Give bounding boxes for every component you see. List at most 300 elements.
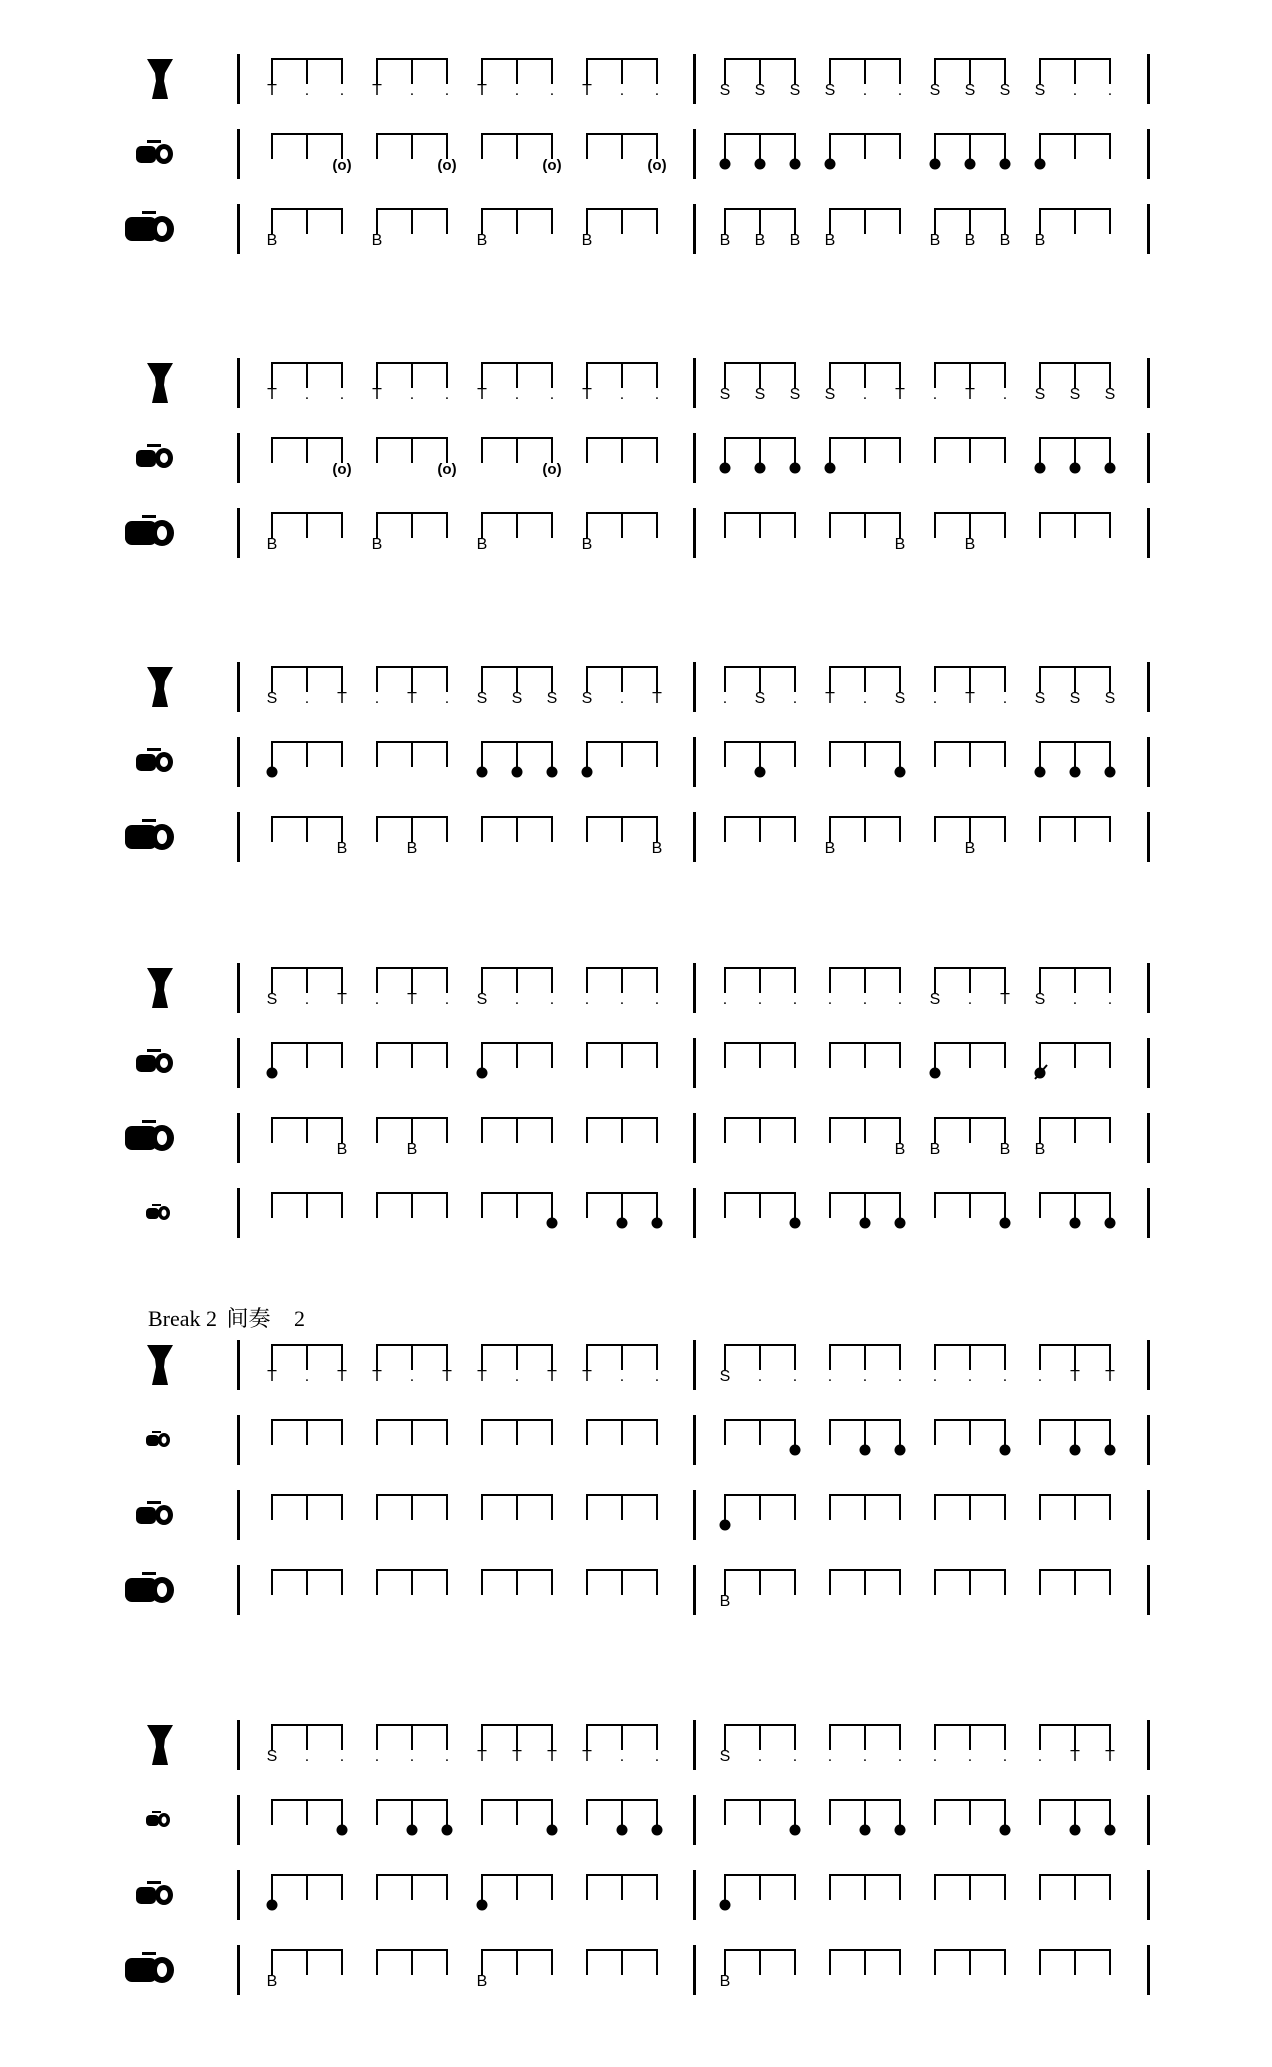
bar-line: [693, 129, 696, 179]
beat-group-bracket: [587, 209, 657, 234]
stroke-dot: [267, 1900, 278, 1911]
stroke-dot: [790, 159, 801, 170]
kenkeni-row: [146, 1415, 1150, 1465]
stroke-letter: T: [547, 1748, 557, 1765]
beat-group-bracket: [830, 968, 900, 993]
stroke-letter: .: [757, 1748, 763, 1765]
stroke-letter: B: [476, 232, 488, 249]
beat-group-bracket: [482, 59, 552, 84]
stroke-letter: S: [266, 991, 278, 1008]
stroke-dot: [720, 159, 731, 170]
stroke-letter: S: [266, 1748, 278, 1765]
stroke-dot: [895, 1218, 906, 1229]
stroke-dot: [860, 1218, 871, 1229]
beat-group-bracket: [725, 513, 795, 538]
stroke-letter: .: [619, 82, 625, 99]
stroke-letter: .: [827, 1368, 833, 1385]
dundunba-icon: [125, 1120, 174, 1151]
stroke-letter: T: [825, 690, 835, 707]
beat-group-bracket: [482, 1570, 552, 1595]
stroke-dot: [1000, 1445, 1011, 1456]
sangban-icon: [136, 748, 173, 772]
stroke-letter: T: [582, 1368, 592, 1385]
beat-group-bracket: [482, 742, 552, 767]
stroke-letter: .: [792, 690, 798, 707]
stroke-letter: S: [754, 386, 766, 403]
stroke-letter: B: [371, 232, 383, 249]
stroke-letter: S: [511, 690, 523, 707]
stroke-letter: .: [339, 1748, 345, 1765]
stroke-letter: .: [1037, 1368, 1043, 1385]
beat-group-bracket: [272, 1800, 342, 1825]
stroke-dot: [755, 767, 766, 778]
stroke-letter: B: [266, 1973, 278, 1990]
stroke-letter: B: [371, 536, 383, 553]
beat-group-bracket: [1040, 1118, 1110, 1143]
beat-group-bracket: [830, 1420, 900, 1445]
beat-group-bracket: [725, 1950, 795, 1975]
stroke-letter: T: [582, 82, 592, 99]
stroke-letter: S: [1034, 82, 1046, 99]
sangban-icon: [136, 1049, 173, 1073]
dundunba-icon: [125, 515, 174, 546]
beat-group-bracket: [830, 1193, 900, 1218]
stroke-letter: B: [929, 232, 941, 249]
stroke-letter: .: [409, 82, 415, 99]
beat-group-bracket: [272, 667, 342, 692]
beat-group-bracket: [725, 59, 795, 84]
bar-line: [693, 1038, 696, 1088]
stroke-dot: [1070, 1218, 1081, 1229]
beat-group-bracket: [587, 59, 657, 84]
stroke-letter: .: [1107, 82, 1113, 99]
bar-line: [237, 508, 240, 558]
stroke-letter: .: [862, 690, 868, 707]
stroke-letter: T: [337, 1368, 347, 1385]
bar-line: [1147, 1795, 1150, 1845]
stroke-dot: [860, 1825, 871, 1836]
stroke-letter: B: [894, 536, 906, 553]
stroke-dot: [267, 767, 278, 778]
beat-group-bracket: [830, 1725, 900, 1750]
stroke-letter: .: [619, 386, 625, 403]
ghost-stroke: (o): [332, 461, 352, 478]
stroke-letter: T: [477, 1748, 487, 1765]
stroke-letter: S: [789, 386, 801, 403]
dundunba-icon: [125, 819, 174, 850]
stroke-letter: .: [374, 1748, 380, 1765]
beat-group-bracket: [482, 1875, 552, 1900]
stroke-letter: T: [372, 386, 382, 403]
stroke-letter: S: [754, 82, 766, 99]
stroke-letter: .: [654, 1748, 660, 1765]
stroke-dot: [790, 1218, 801, 1229]
kenkeni-icon: [146, 1811, 170, 1827]
beat-group-bracket: [1040, 1800, 1110, 1825]
stroke-dot: [790, 1825, 801, 1836]
kenkeni-row: [146, 1188, 1150, 1238]
stroke-letter: S: [824, 82, 836, 99]
beat-group-bracket: [935, 817, 1005, 842]
beat-group-bracket: [1040, 1345, 1110, 1370]
beat-group-bracket: [935, 667, 1005, 692]
stroke-letter: B: [754, 232, 766, 249]
bar-line: [693, 1720, 696, 1770]
stroke-letter: .: [409, 1368, 415, 1385]
beat-group-bracket: [482, 513, 552, 538]
beat-group-bracket: [935, 209, 1005, 234]
stroke-letter: .: [1002, 1748, 1008, 1765]
stroke-letter: .: [409, 1748, 415, 1765]
beat-group-bracket: [935, 363, 1005, 388]
bar-line: [237, 1870, 240, 1920]
beat-group-bracket: [935, 438, 1005, 463]
stroke-dot: [512, 767, 523, 778]
beat-group-bracket: [725, 1570, 795, 1595]
rhythm-system-2: [125, 358, 1150, 558]
stroke-letter: B: [266, 232, 278, 249]
kenkeni-icon: [146, 1204, 170, 1220]
stroke-letter: .: [304, 1368, 310, 1385]
beat-group-bracket: [482, 1725, 552, 1750]
djembe-icon: [147, 59, 173, 99]
beat-group-bracket: [935, 1345, 1005, 1370]
stroke-letter: .: [549, 991, 555, 1008]
beat-group-bracket: [1040, 59, 1110, 84]
bar-line: [237, 737, 240, 787]
stroke-letter: .: [654, 991, 660, 1008]
ghost-stroke: (o): [542, 461, 562, 478]
beat-group-bracket: [377, 968, 447, 993]
bar-line: [693, 1415, 696, 1465]
stroke-letter: .: [654, 1368, 660, 1385]
beat-group-bracket: [587, 1118, 657, 1143]
stroke-letter: .: [862, 991, 868, 1008]
djembe-row: [147, 963, 1150, 1013]
beat-group-bracket: [377, 742, 447, 767]
bar-line: [237, 129, 240, 179]
stroke-letter: .: [304, 991, 310, 1008]
stroke-letter: B: [999, 232, 1011, 249]
beat-group-bracket: [377, 1570, 447, 1595]
beat-group-bracket: [935, 1420, 1005, 1445]
stroke-dot: [1035, 463, 1046, 474]
stroke-dot: [1070, 1445, 1081, 1456]
beat-group-bracket: [1040, 1875, 1110, 1900]
beat-group-bracket: [587, 1420, 657, 1445]
bar-line: [1147, 1565, 1150, 1615]
stroke-letter: B: [476, 1973, 488, 1990]
beat-group-bracket: [587, 513, 657, 538]
stroke-letter: T: [337, 690, 347, 707]
stroke-dot: [895, 767, 906, 778]
stroke-letter: .: [932, 690, 938, 707]
stroke-letter: .: [827, 1748, 833, 1765]
bar-line: [693, 1188, 696, 1238]
beat-group-bracket: [272, 817, 342, 842]
stroke-letter: T: [407, 690, 417, 707]
beat-group-bracket: [482, 134, 552, 159]
beat-group-bracket: [935, 1043, 1005, 1068]
stroke-dot: [1070, 1825, 1081, 1836]
beat-group-bracket: [725, 817, 795, 842]
beat-group-bracket: [830, 363, 900, 388]
ghost-stroke: (o): [332, 157, 352, 174]
bar-line: [237, 963, 240, 1013]
stroke-letter: .: [1002, 1368, 1008, 1385]
stroke-dot: [337, 1825, 348, 1836]
beat-group-bracket: [725, 1875, 795, 1900]
bar-line: [237, 1038, 240, 1088]
rhythm-system-4: [125, 963, 1150, 1238]
beat-group-bracket: [1040, 1193, 1110, 1218]
beat-group-bracket: [272, 1193, 342, 1218]
stroke-letter: .: [304, 1748, 310, 1765]
beat-group-bracket: [935, 1570, 1005, 1595]
stroke-dot: [930, 159, 941, 170]
stroke-dot: [547, 1825, 558, 1836]
beat-group-bracket: [587, 1725, 657, 1750]
stroke-dot: [755, 463, 766, 474]
bar-line: [693, 1565, 696, 1615]
stroke-dot: [547, 1218, 558, 1229]
beat-group-bracket: [377, 513, 447, 538]
sangban-row: [136, 1490, 1150, 1540]
beat-group-bracket: [377, 1950, 447, 1975]
dundunba-icon: [125, 211, 174, 242]
beat-group-bracket: [725, 1043, 795, 1068]
beat-group-bracket: [935, 742, 1005, 767]
beat-group-bracket: [482, 1043, 552, 1068]
stroke-letter: .: [304, 82, 310, 99]
bar-line: [693, 737, 696, 787]
bar-line: [1147, 54, 1150, 104]
beat-group-bracket: [935, 968, 1005, 993]
stroke-letter: B: [266, 536, 278, 553]
stroke-letter: .: [339, 82, 345, 99]
stroke-letter: .: [619, 1368, 625, 1385]
beat-group-bracket: [1040, 1570, 1110, 1595]
stroke-letter: T: [477, 82, 487, 99]
rhythm-system-5: [125, 1340, 1150, 1615]
stroke-letter: S: [581, 690, 593, 707]
stroke-dot: [1070, 767, 1081, 778]
bar-line: [1147, 1340, 1150, 1390]
beat-group-bracket: [272, 1950, 342, 1975]
stroke-letter: T: [965, 690, 975, 707]
beat-group-bracket: [482, 1118, 552, 1143]
stroke-dot: [895, 1825, 906, 1836]
beat-group-bracket: [830, 817, 900, 842]
stroke-dot: [720, 1900, 731, 1911]
stroke-letter: .: [444, 690, 450, 707]
bar-line: [693, 1113, 696, 1163]
stroke-dot: [477, 1900, 488, 1911]
beat-group-bracket: [830, 59, 900, 84]
stroke-letter: B: [651, 840, 663, 857]
beat-group-bracket: [377, 1118, 447, 1143]
stroke-letter: S: [1069, 690, 1081, 707]
stroke-dot: [617, 1825, 628, 1836]
beat-group-bracket: [587, 968, 657, 993]
beat-group-bracket: [587, 438, 657, 463]
section-title: Break 2: [148, 1306, 218, 1331]
stroke-letter: .: [339, 386, 345, 403]
stroke-dot: [1035, 159, 1046, 170]
stroke-letter: B: [406, 1141, 418, 1158]
stroke-letter: B: [824, 840, 836, 857]
stroke-letter: T: [1000, 991, 1010, 1008]
beat-group-bracket: [830, 1800, 900, 1825]
beat-group-bracket: [935, 59, 1005, 84]
stroke-letter: S: [719, 1368, 731, 1385]
stroke-letter: .: [1037, 1748, 1043, 1765]
stroke-dot: [477, 767, 488, 778]
stroke-letter: S: [999, 82, 1011, 99]
bar-line: [693, 1870, 696, 1920]
beat-group-bracket: [935, 1725, 1005, 1750]
stroke-letter: .: [374, 991, 380, 1008]
beat-group-bracket: [587, 1950, 657, 1975]
bar-line: [1147, 662, 1150, 712]
rhythm-system-3: [125, 662, 1150, 862]
stroke-letter: B: [719, 1973, 731, 1990]
stroke-letter: T: [267, 1368, 277, 1385]
beat-group-bracket: [1040, 438, 1110, 463]
beat-group-bracket: [725, 363, 795, 388]
stroke-letter: B: [406, 840, 418, 857]
rhythm-system-6: [125, 1720, 1150, 1995]
stroke-letter: S: [546, 690, 558, 707]
stroke-letter: T: [1070, 1368, 1080, 1385]
beat-group-bracket: [587, 1495, 657, 1520]
dundunba-row: [125, 204, 1150, 254]
beat-group-bracket: [935, 1495, 1005, 1520]
break-section-label: [148, 1302, 305, 1333]
bar-line: [1147, 433, 1150, 483]
stroke-letter: T: [1070, 1748, 1080, 1765]
dundunba-row: [125, 1945, 1150, 1995]
beat-group-bracket: [935, 1118, 1005, 1143]
beat-group-bracket: [482, 438, 552, 463]
dundunba-icon: [125, 1952, 174, 1983]
bar-line: [1147, 963, 1150, 1013]
beat-group-bracket: [272, 1118, 342, 1143]
bar-line: [693, 1490, 696, 1540]
beat-group-bracket: [725, 1725, 795, 1750]
stroke-letter: .: [792, 1368, 798, 1385]
bar-line: [1147, 1490, 1150, 1540]
beat-group-bracket: [377, 1875, 447, 1900]
beat-group-bracket: [1040, 667, 1110, 692]
beat-group-bracket: [377, 667, 447, 692]
stroke-letter: T: [407, 991, 417, 1008]
bar-line: [1147, 1870, 1150, 1920]
beat-group-bracket: [830, 1950, 900, 1975]
bar-line: [1147, 1188, 1150, 1238]
stroke-letter: B: [476, 536, 488, 553]
stroke-letter: S: [964, 82, 976, 99]
beat-group-bracket: [587, 1193, 657, 1218]
stroke-letter: S: [719, 1748, 731, 1765]
bar-line: [1147, 1945, 1150, 1995]
stroke-letter: .: [932, 386, 938, 403]
stroke-letter: S: [476, 690, 488, 707]
beat-group-bracket: [272, 1043, 342, 1068]
bar-line: [1147, 1038, 1150, 1088]
beat-group-bracket: [830, 1495, 900, 1520]
beat-group-bracket: [377, 1725, 447, 1750]
sangban-icon: [136, 444, 173, 468]
stroke-letter: T: [337, 991, 347, 1008]
beat-group-bracket: [587, 363, 657, 388]
stroke-letter: B: [719, 1593, 731, 1610]
stroke-dot: [825, 159, 836, 170]
beat-group-bracket: [377, 1193, 447, 1218]
bar-line: [693, 433, 696, 483]
stroke-letter: S: [1104, 386, 1116, 403]
beat-group-bracket: [587, 742, 657, 767]
stroke-letter: T: [477, 1368, 487, 1385]
beat-group-bracket: [272, 438, 342, 463]
stroke-dot: [720, 1520, 731, 1531]
stroke-letter: .: [862, 386, 868, 403]
stroke-letter: .: [827, 991, 833, 1008]
beat-group-bracket: [482, 667, 552, 692]
stroke-dot: [1105, 1825, 1116, 1836]
stroke-dot: [1105, 767, 1116, 778]
stroke-letter: .: [1107, 991, 1113, 1008]
bar-line: [1147, 129, 1150, 179]
stroke-letter: T: [1105, 1748, 1115, 1765]
beat-group-bracket: [377, 1420, 447, 1445]
bar-line: [693, 963, 696, 1013]
stroke-letter: .: [584, 991, 590, 1008]
stroke-dot: [582, 767, 593, 778]
beat-group-bracket: [377, 363, 447, 388]
stroke-letter: .: [654, 82, 660, 99]
stroke-letter: S: [1034, 690, 1046, 707]
stroke-letter: .: [897, 991, 903, 1008]
beat-group-bracket: [1040, 1043, 1110, 1068]
stroke-letter: .: [792, 991, 798, 1008]
dundunba-row: [125, 1565, 1150, 1615]
stroke-dot: [267, 1068, 278, 1079]
beat-group-bracket: [830, 438, 900, 463]
section-cn-number: 2: [294, 1306, 306, 1331]
stroke-letter: .: [862, 1368, 868, 1385]
stroke-letter: S: [789, 82, 801, 99]
bar-line: [693, 204, 696, 254]
stroke-letter: B: [719, 232, 731, 249]
stroke-dot: [652, 1825, 663, 1836]
stroke-letter: .: [967, 991, 973, 1008]
stroke-letter: .: [514, 991, 520, 1008]
bar-line: [693, 508, 696, 558]
beat-group-bracket: [272, 513, 342, 538]
bar-line: [237, 1490, 240, 1540]
djembe-icon: [147, 363, 173, 403]
stroke-letter: B: [581, 536, 593, 553]
stroke-letter: S: [719, 82, 731, 99]
beat-group-bracket: [1040, 968, 1110, 993]
stroke-letter: T: [512, 1748, 522, 1765]
bar-line: [237, 1113, 240, 1163]
sangban-row: [136, 737, 1150, 787]
beat-group-bracket: [482, 1345, 552, 1370]
stroke-letter: B: [336, 1141, 348, 1158]
djembe-row: [147, 1720, 1150, 1770]
